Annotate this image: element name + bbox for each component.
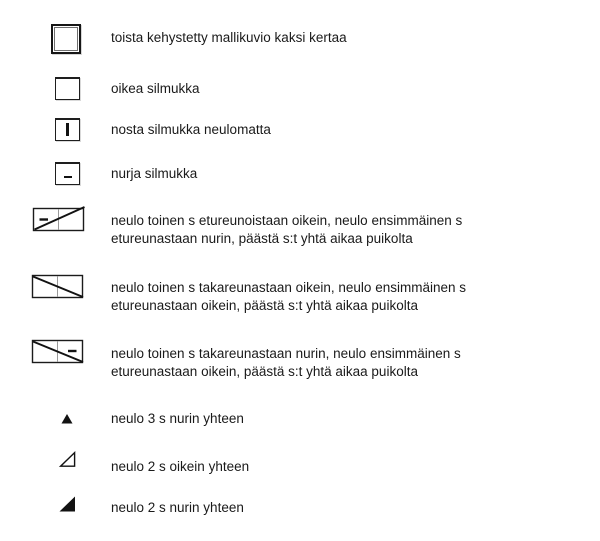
double-stitch-diagonal-up-purl-icon <box>33 208 84 231</box>
triangle-up-filled-icon <box>61 414 73 424</box>
legend-label-line: neulo toinen s takareunastaan nurin, neulo ensimmäinen s <box>111 346 461 361</box>
purl-dash-glyph <box>64 176 72 178</box>
legend-label <box>111 458 249 476</box>
legend-label <box>111 279 466 315</box>
legend-label-line: nosta silmukka neulomatta <box>111 122 271 137</box>
knit-stitch-icon <box>55 77 80 100</box>
repeat-frame-inner-border <box>54 27 78 51</box>
legend-label <box>111 345 461 381</box>
legend-label-line: neulo 2 s oikein yhteen <box>111 459 250 474</box>
legend-label <box>111 165 197 183</box>
repeat-frame-icon <box>51 24 81 54</box>
legend-label-line: etureunastaan nurin, päästä s:t yhtä aikaa puikolta <box>111 231 413 246</box>
legend-label <box>111 410 244 428</box>
legend-label-line: toista kehystetty mallikuvio kaksi kertaa <box>111 30 347 45</box>
legend-label <box>111 212 462 248</box>
purl-stitch-icon <box>55 162 80 185</box>
double-stitch-diagonal-down-purl-icon <box>32 340 83 363</box>
legend-label-line: neulo toinen s takareunastaan oikein, neulo ensimmäinen s <box>111 280 466 295</box>
legend-label-line: etureunastaan oikein, päästä s:t yhtä aikaa puikolta <box>111 364 418 379</box>
legend-label <box>111 29 347 47</box>
slip-stitch-icon <box>55 118 80 141</box>
legend-label-line: neulo 2 s nurin yhteen <box>111 500 244 515</box>
legend-label <box>111 499 244 517</box>
legend-label <box>111 80 200 98</box>
slip-bar-glyph <box>66 123 69 136</box>
legend-label-line: neulo 3 s nurin yhteen <box>111 411 244 426</box>
double-stitch-diagonal-down-icon <box>32 275 83 298</box>
legend-label-line: nurja silmukka <box>111 166 198 181</box>
right-triangle-outline-icon <box>59 451 76 467</box>
legend-label-line: etureunastaan oikein, päästä s:t yhtä aikaa puikolta <box>111 298 418 313</box>
legend-label-line: oikea silmukka <box>111 81 200 96</box>
right-triangle-filled-icon <box>59 496 76 512</box>
legend-label <box>111 121 271 139</box>
legend-label-line: neulo toinen s etureunoistaan oikein, neulo ensimmäinen s <box>111 213 463 228</box>
